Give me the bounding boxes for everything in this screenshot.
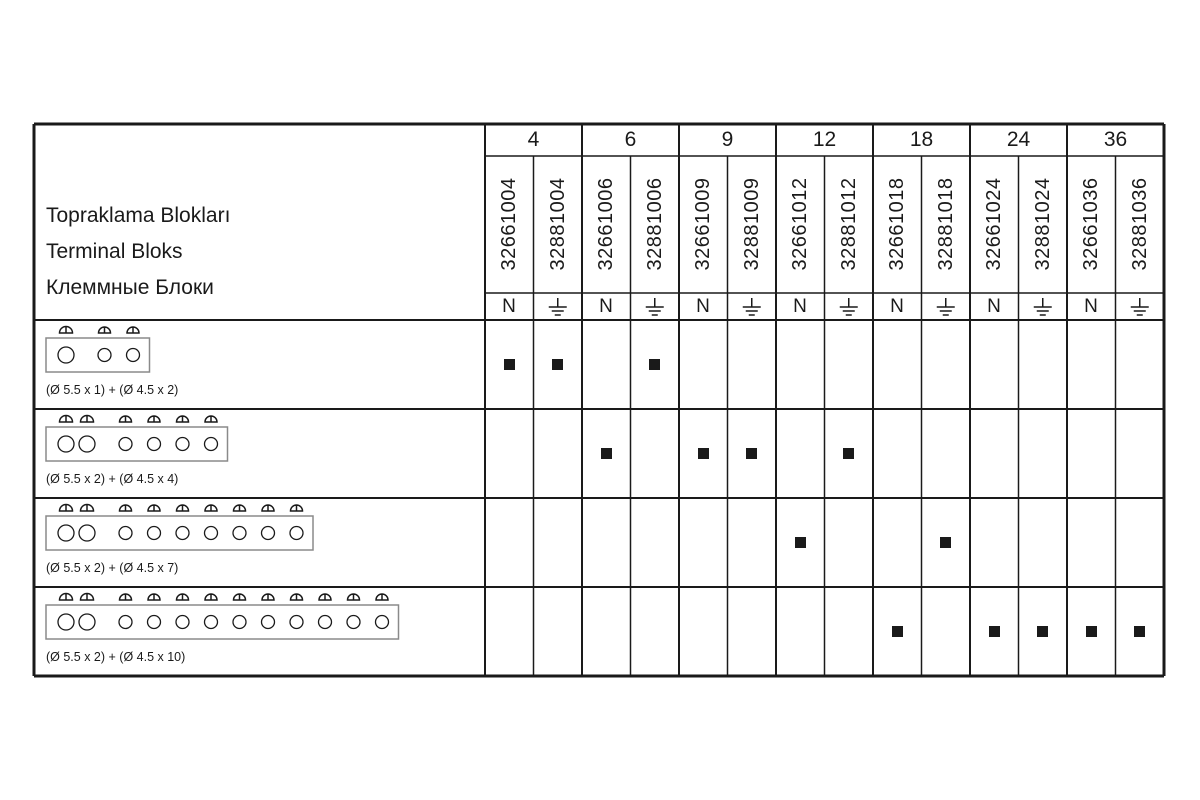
product-code: 32661024 [983,177,1006,271]
screw-head-icon [262,505,274,511]
screw-head-icon [234,594,246,600]
screw-head-icon [205,416,217,422]
earth-ground-icon [937,298,955,315]
terminal-hole [119,616,132,629]
terminal-hole [79,436,95,452]
screw-head-icon [291,505,303,511]
screw-head-icon [376,594,388,600]
neutral-symbol: N [890,296,904,317]
screw-head-icon [99,327,111,333]
terminal-hole [262,616,275,629]
terminal-hole [127,349,140,362]
screw-head-icon [348,594,360,600]
terminal-hole [79,525,95,541]
terminal-hole [205,616,218,629]
product-code: 32881018 [934,177,957,271]
neutral-symbol: N [793,296,807,317]
neutral-symbol: N [1084,296,1098,317]
screw-head-icon [177,416,189,422]
screw-head-icon [81,416,94,423]
terminal-hole [205,438,218,451]
terminal-hole [58,436,74,452]
terminal-block-diagram [46,505,313,551]
group-header-24: 24 [1006,128,1031,151]
earth-ground-icon [840,298,858,315]
terminal-hole [79,614,95,630]
product-code: 32881009 [740,177,763,271]
hole-spec-label: (Ø 5.5 x 2) + (Ø 4.5 x 7) [46,561,179,575]
terminal-hole [98,349,111,362]
terminal-hole [233,616,246,629]
screw-head-icon [60,505,73,512]
product-code: 32881006 [643,177,666,271]
availability-mark [649,359,660,370]
product-code: 32661009 [692,177,715,271]
hole-spec-label: (Ø 5.5 x 2) + (Ø 4.5 x 10) [46,650,186,664]
availability-mark [795,537,806,548]
earth-ground-icon [743,298,761,315]
group-header-4: 4 [527,128,540,151]
terminal-block-diagram [46,416,228,462]
earth-ground-icon [549,298,567,315]
availability-mark [698,448,709,459]
terminal-block-diagram [46,594,399,640]
neutral-symbol: N [987,296,1001,317]
availability-mark [940,537,951,548]
product-code: 32661004 [498,177,521,271]
terminal-hole [347,616,360,629]
product-code: 32881024 [1031,177,1054,271]
screw-head-icon [234,505,246,511]
neutral-symbol: N [502,296,516,317]
screw-head-icon [148,594,160,600]
screw-head-icon [127,327,139,333]
terminal-block-body [46,516,313,550]
terminal-block-body [46,605,399,639]
terminal-hole [119,438,132,451]
neutral-symbol: N [696,296,710,317]
earth-ground-icon [1131,298,1149,315]
group-header-36: 36 [1103,128,1128,151]
screw-head-icon [120,594,132,600]
availability-mark [601,448,612,459]
group-header-9: 9 [721,128,734,151]
terminal-hole [58,525,74,541]
terminal-hole [290,616,303,629]
earth-ground-icon [1034,298,1052,315]
product-code: 32881012 [837,177,860,271]
screw-head-icon [120,505,132,511]
availability-mark [1134,626,1145,637]
group-header-18: 18 [909,128,934,151]
screw-head-icon [81,505,94,512]
screw-head-icon [177,594,189,600]
availability-mark [892,626,903,637]
terminal-hole [58,614,74,630]
terminal-hole [176,527,189,540]
availability-mark [504,359,515,370]
availability-mark [843,448,854,459]
terminal-hole [205,527,218,540]
availability-mark [746,448,757,459]
terminal-block-diagram [46,327,150,373]
screw-head-icon [205,505,217,511]
hole-spec-label: (Ø 5.5 x 1) + (Ø 4.5 x 2) [46,383,179,397]
product-code: 32881036 [1128,177,1151,271]
product-code: 32881004 [546,177,569,271]
title-line-english: Terminal Bloks [46,240,183,263]
group-header-6: 6 [624,128,637,151]
screw-head-icon [148,416,160,422]
terminal-hole [233,527,246,540]
terminal-hole [290,527,303,540]
product-code: 32661018 [886,177,909,271]
terminal-hole [148,616,161,629]
screw-head-icon [81,594,94,601]
terminal-hole [148,527,161,540]
availability-mark [1037,626,1048,637]
terminal-hole [119,527,132,540]
screw-head-icon [148,505,160,511]
availability-mark [989,626,1000,637]
terminal-hole [376,616,389,629]
title-line-turkish: Topraklama Blokları [46,204,231,227]
product-code: 32661012 [789,177,812,271]
availability-mark [552,359,563,370]
screw-head-icon [60,594,73,601]
screw-head-icon [60,327,73,334]
product-code: 32661036 [1080,177,1103,271]
screw-head-icon [60,416,73,423]
terminal-hole [176,616,189,629]
earth-ground-icon [646,298,664,315]
screw-head-icon [262,594,274,600]
terminal-block-body [46,427,228,461]
product-code: 32661006 [595,177,618,271]
terminal-hole [176,438,189,451]
screw-head-icon [120,416,132,422]
screw-head-icon [177,505,189,511]
availability-mark [1086,626,1097,637]
screw-head-icon [291,594,303,600]
terminal-hole [58,347,74,363]
hole-spec-label: (Ø 5.5 x 2) + (Ø 4.5 x 4) [46,472,179,486]
group-header-12: 12 [812,128,837,151]
screw-head-icon [319,594,331,600]
terminal-hole [262,527,275,540]
terminal-hole [148,438,161,451]
neutral-symbol: N [599,296,613,317]
screw-head-icon [205,594,217,600]
terminal-hole [319,616,332,629]
title-line-russian: Клеммные Блоки [46,276,214,299]
